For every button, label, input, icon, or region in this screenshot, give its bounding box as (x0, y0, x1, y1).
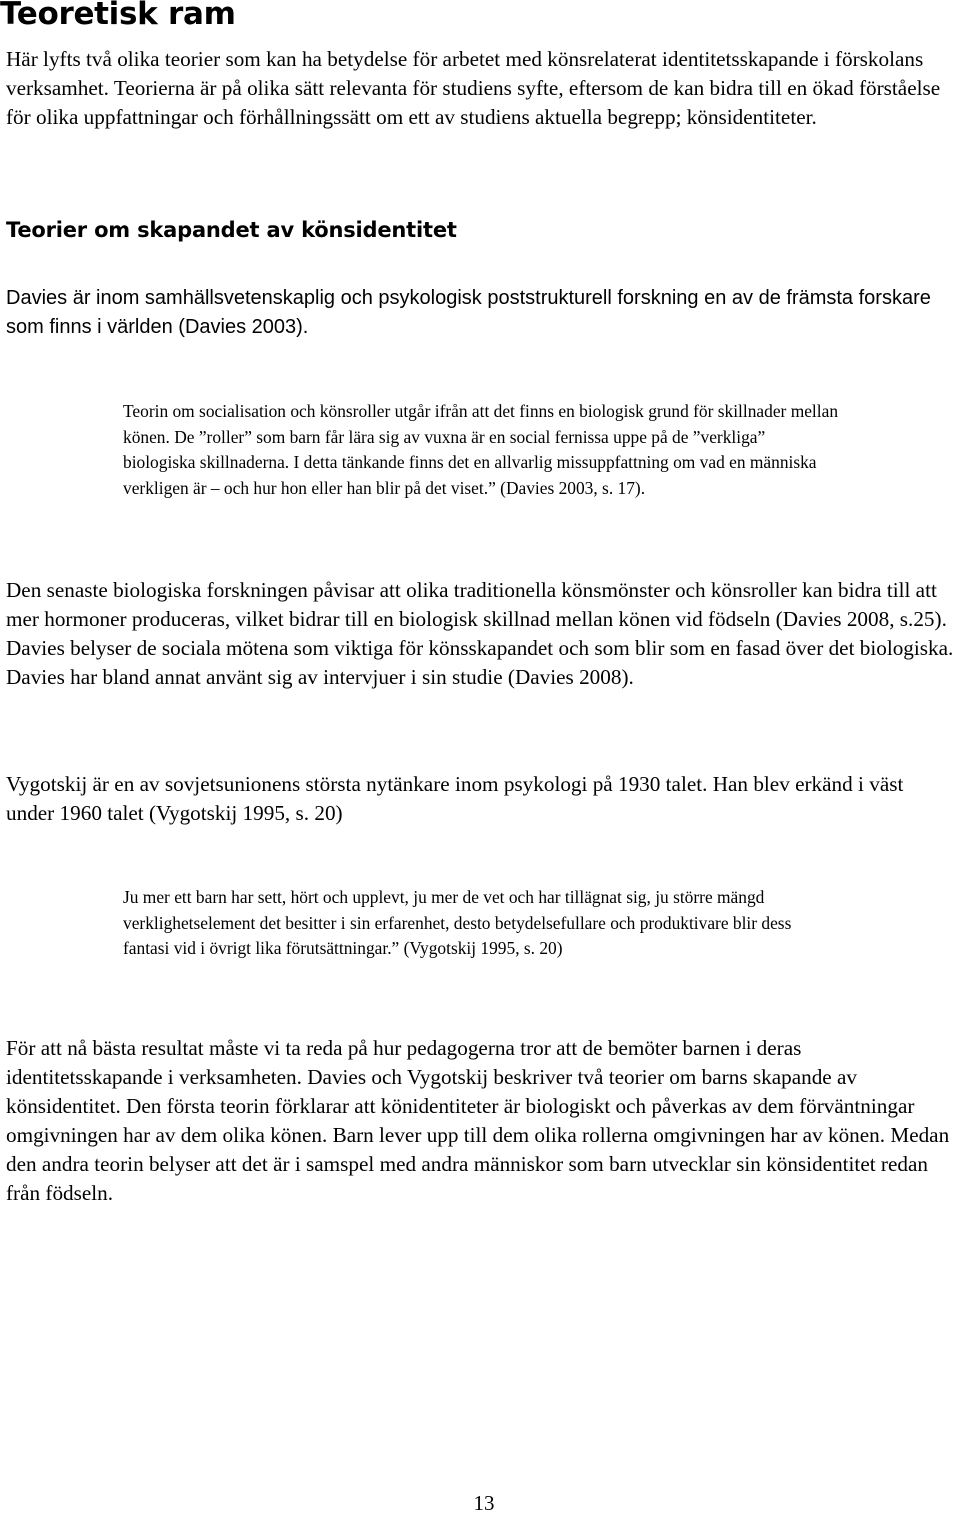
davies-intro-paragraph: Davies är inom samhällsvetenskaplig och psykologisk poststrukturell forskning en av de främsta forskare som finns i världen (Davies 2003). (6, 287, 931, 338)
vygotskij-blockquote: Ju mer ett barn har sett, hört och upplevt, ju mer de vet och har tillägnat sig, ju större mängd verklighetselement det besitter i sin erfarenhet, desto betydelsefullare och produktivare blir dess fantasi vid i övrigt lika förutsättningar.” (Vygotskij 1995, s. 20) (123, 887, 792, 958)
vygotskij-paragraph: Vygotskij är en av sovjetsunionens största nytänkare inom psykologi på 1930 talet. Han blev erkänd i väst under 1960 talet (Vygotskij 1995, s. 20) (6, 772, 904, 825)
conclusion-paragraph: För att nå bästa resultat måste vi ta reda på hur pedagogerna tror att de bemöter barnen i deras identitetsskapande i verksamheten. Davies och Vygotskij beskriver två teorier om barns skapande av könsidentitet. Den första teorin förklarar att könidentiteter är biologiskt och påverkas av dem förväntningar omgivningen har av dem olika könen. Barn lever upp till dem olika rollerna omgivningen har av könen. Medan den andra teorin belyser att det är i samspel med andra människor som barn utvecklar sin könsidentitet redan från födseln. (6, 1036, 950, 1205)
intro-paragraph: Här lyfts två olika teorier som kan ha betydelse för arbetet med könsrelaterat identitetsskapande i förskolans verksamhet. Teorierna är på olika sätt relevanta för studiens syfte, eftersom de kan bidra till en ökad förståelse för olika uppfattningar och förhållningssätt om ett av studiens aktuella begrepp; könsidentiteter. (6, 47, 941, 129)
section-subheading: Teorier om skapandet av könsidentitet (6, 218, 457, 242)
biology-paragraph: Den senaste biologiska forskningen påvisar att olika traditionella könsmönster och könsroller kan bidra till att mer hormoner produceras, vilket bidrar till en biologisk skillnad mellan könen vid födseln (Davies 2008, s.25). Davies belyser de sociala mötena som viktiga för könsskapandet och som blir som en fasad över det biologiska. Davies har bland annat använt sig av intervjuer i sin studie (Davies 2008). (6, 578, 954, 689)
page-heading: Teoretisk ram (0, 0, 236, 32)
page-number: 13 (473, 1491, 495, 1515)
davies-blockquote: Teorin om socialisation och könsroller utgår ifrån att det finns en biologisk grund för skillnader mellan könen. De ”roller” som barn får lära sig av vuxna är en social fernissa uppe på de ”verkliga” biologiska skillnaderna. I detta tänkande finns det en allvarlig missuppfattning om vad en människa verkligen är – och hur hon eller han blir på det viset.” (Davies 2003, s. 17). (123, 401, 839, 498)
